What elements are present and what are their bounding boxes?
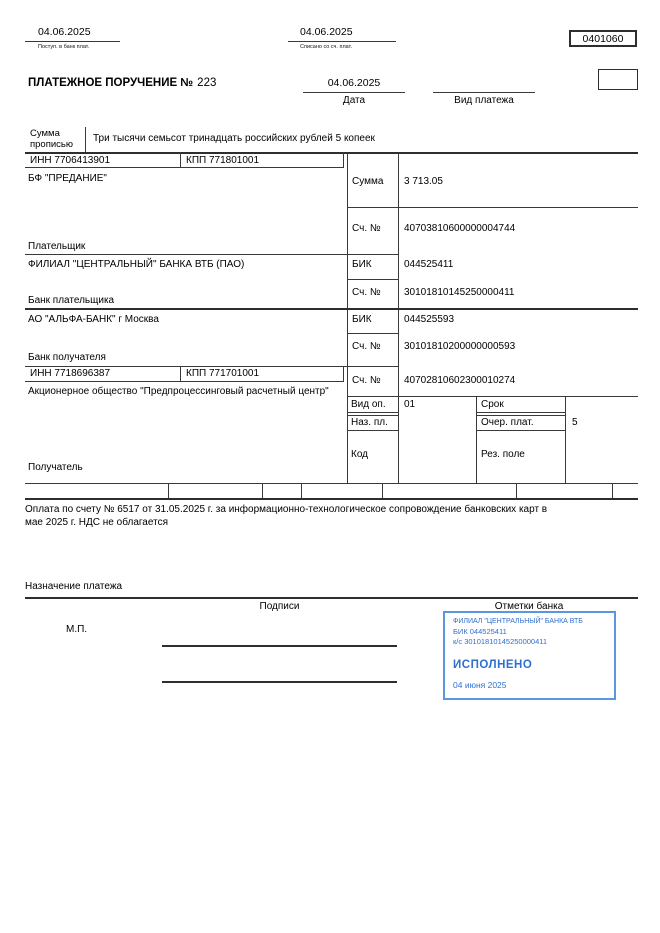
mp-label: М.П.	[66, 624, 88, 635]
stamp-corr-account: к/с 30101810145250000411	[453, 636, 548, 646]
payer-account: 40703810600000004744	[404, 223, 516, 234]
stamp-date: 04 июня 2025	[453, 679, 507, 690]
sum-account-divider	[347, 207, 638, 208]
priority-box-top	[476, 415, 565, 416]
table-line-v-values2	[565, 396, 566, 483]
table-line-v-main	[347, 153, 348, 483]
received-date: 04.06.2025	[38, 26, 91, 38]
payee-bank-bik: 044525593	[404, 314, 455, 325]
payer-bank-account-label: Сч. №	[352, 287, 381, 298]
amount-words-value: Три тысячи семьсот тринадцать российских рублей 5 копеек	[93, 133, 375, 144]
payee-inn-kpp-divider	[180, 366, 181, 382]
priority-label: Очер. плат.	[481, 417, 534, 428]
payment-type-underline	[433, 92, 535, 93]
reserve-field-label: Рез. поле	[481, 449, 525, 460]
payer-label: Плательщик	[28, 241, 86, 252]
payee-inn-row-bottom	[25, 381, 343, 382]
payer-kpp: КПП 771801001	[186, 155, 260, 166]
date-label: Дата	[342, 95, 366, 106]
doc-title-text: ПЛАТЕЖНОЕ ПОРУЧЕНИЕ №	[28, 77, 194, 89]
amount-value: 3 713.05	[404, 176, 443, 187]
tax-row-cell-divider	[612, 483, 613, 498]
table-top-border	[25, 152, 638, 154]
purpose-code-box-top	[347, 415, 398, 416]
op-row-top	[347, 396, 638, 397]
inn-kpp-divider	[180, 152, 181, 168]
amount-label: Сумма	[352, 176, 384, 187]
amount-words-label: Сумма прописью	[30, 128, 73, 150]
payee-name: Акционерное общество "Предпроцессинговый расчетный центр"	[28, 386, 329, 397]
received-underline	[25, 41, 120, 42]
tax-row-bottom	[25, 498, 638, 500]
purpose-label: Назначение платежа	[25, 581, 123, 592]
received-label: Поступ. в банк плат.	[38, 44, 90, 50]
payee-label: Получатель	[28, 462, 83, 473]
payment-type-box	[598, 69, 638, 90]
op-type-box-bottom	[347, 412, 398, 413]
op-type-label: Вид оп.	[351, 399, 386, 410]
doc-number: 223	[197, 77, 217, 89]
purpose-code-box-bottom	[347, 430, 398, 431]
inn-row-right-edge	[343, 152, 344, 168]
priority-box-bottom	[476, 430, 565, 431]
payer-bank-bik-box-bottom	[347, 279, 398, 280]
payer-bank-bik: 044525411	[404, 259, 454, 270]
tax-row-cell-divider	[262, 483, 263, 498]
table-line-v-labels2	[476, 396, 477, 483]
signature-line	[162, 681, 397, 683]
op-type-value: 01	[404, 399, 416, 410]
payer-underline	[25, 254, 398, 255]
payer-account-label: Сч. №	[352, 223, 381, 234]
signatures-label: Подписи	[259, 601, 300, 612]
tax-row-cell-divider	[168, 483, 169, 498]
term-box-bottom	[476, 412, 565, 413]
payee-bank-bik-box-bottom	[347, 333, 398, 334]
tax-row-cell-divider	[301, 483, 302, 498]
bank-marks-label: Отметки банка	[494, 601, 564, 612]
payer-bank-account: 30101810145250000411	[404, 287, 515, 298]
purpose-underline	[25, 597, 638, 599]
payee-inn-row-right-edge	[343, 366, 344, 382]
stamp-bank-name: ФИЛИАЛ "ЦЕНТРАЛЬНЫЙ" БАНКА ВТБ	[453, 618, 583, 625]
payer-bank-bottom-border	[25, 308, 638, 310]
table-line-v-value	[398, 153, 399, 483]
stamp-bik: БИК 044525411	[453, 626, 507, 636]
purpose-text-line2: мае 2025 г. НДС не облагается	[25, 517, 168, 528]
purpose-text-line1: Оплата по счету № 6517 от 31.05.2025 г. за информационно-технологическое сопровождение банковских карт в	[25, 504, 548, 515]
payer-bank-name: ФИЛИАЛ "ЦЕНТРАЛЬНЫЙ" БАНКА ВТБ (ПАО)	[28, 259, 245, 270]
payer-inn: ИНН 7706413901	[30, 155, 111, 166]
form-code-box	[569, 30, 637, 47]
code-label: Код	[351, 449, 369, 460]
payer-bank-bik-label: БИК	[352, 259, 372, 270]
doc-date: 04.06.2025	[327, 77, 381, 89]
inn-row-bottom	[25, 167, 343, 168]
form-code: 0401060	[582, 32, 624, 45]
priority-value: 5	[572, 417, 578, 428]
tax-row-cell-divider	[516, 483, 517, 498]
payee-bank-name: АО "АЛЬФА-БАНК" г Москва	[28, 314, 159, 325]
tax-row-top	[25, 483, 638, 484]
payer-name: БФ "ПРЕДАНИЕ"	[28, 173, 107, 184]
payment-type-label: Вид платежа	[454, 95, 514, 106]
tax-row-cell-divider	[382, 483, 383, 498]
debited-underline	[288, 41, 396, 42]
signature-line	[162, 645, 397, 647]
doc-date-underline	[303, 92, 405, 93]
doc-title	[28, 77, 216, 89]
payee-bank-label: Банк получателя	[28, 352, 106, 363]
payee-bank-bik-label: БИК	[352, 314, 372, 325]
payee-kpp: КПП 771701001	[186, 368, 260, 379]
payee-bank-account-label: Сч. №	[352, 341, 381, 352]
payer-bank-label: Банк плательщика	[28, 295, 115, 306]
purpose-code-label: Наз. пл.	[351, 417, 388, 428]
debited-label: Списано со сч. плат.	[300, 44, 353, 50]
term-label: Срок	[481, 399, 504, 410]
payee-account: 40702810602300010274	[404, 375, 516, 386]
payee-bank-account: 30101810200000000593	[404, 341, 516, 352]
payee-account-label: Сч. №	[352, 375, 381, 386]
amount-words-divider	[85, 127, 86, 153]
stamp-status: ИСПОЛНЕНО	[453, 658, 533, 671]
stamp-box	[443, 611, 616, 700]
debited-date: 04.06.2025	[300, 26, 353, 38]
payee-inn: ИНН 7718696387	[30, 368, 111, 379]
